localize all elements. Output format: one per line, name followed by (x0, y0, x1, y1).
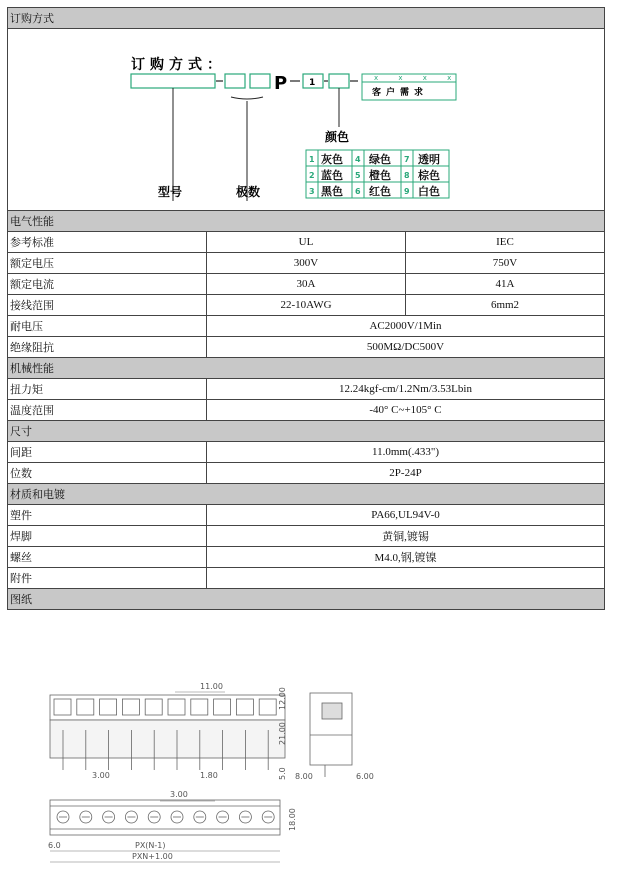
color-num: 9 (404, 187, 410, 196)
dim-180: 1.80 (200, 771, 218, 780)
terminal-cell (259, 699, 276, 715)
customer-requirement: 客户需求 (372, 88, 429, 98)
dim-pxn100: PXN+1.00 (132, 852, 173, 861)
label-color: 颜色 (325, 130, 350, 144)
label-poles: 极数 (236, 185, 261, 199)
dim-pitch-top: 11.00 (200, 682, 223, 691)
table-row (8, 379, 605, 400)
table-row (8, 400, 605, 421)
terminal-cell (54, 699, 71, 715)
row-label: 耐电压 (8, 316, 207, 337)
row-value: 41A (406, 274, 605, 295)
terminal-cell (122, 699, 139, 715)
pole-box-2 (250, 74, 270, 88)
section-size: 尺寸 (8, 421, 605, 442)
section-order: 订购方式 (8, 8, 605, 29)
table-row (8, 547, 605, 568)
color-num: 7 (404, 155, 410, 164)
bottom-view (50, 800, 280, 835)
dim-left-6: 6.0 (48, 841, 61, 850)
color-name: 棕色 (418, 169, 440, 182)
row-value: PA66,UL94V-0 (207, 505, 605, 526)
section-electrical: 电气性能 (8, 211, 605, 232)
color-num: 5 (355, 171, 361, 180)
label-model: 型号 (158, 185, 183, 199)
row-label: 附件 (8, 568, 207, 589)
terminal-cell (191, 699, 208, 715)
color-name: 蓝色 (321, 169, 343, 182)
section-drawing: 图纸 (8, 589, 605, 610)
dim-bottom-3: 3.00 (170, 790, 188, 799)
terminal-cell (77, 699, 94, 715)
color-name: 绿色 (369, 153, 391, 166)
terminal-cell (236, 699, 253, 715)
terminal-cell (168, 699, 185, 715)
p-letter: P (274, 73, 288, 94)
dim-side-8: 8.00 (295, 772, 313, 781)
spec-table (7, 7, 605, 610)
row-label: 接线范围 (8, 295, 207, 316)
dim-pxn1: PX(N-1) (135, 841, 166, 850)
dim-5: 5.0 (278, 767, 287, 780)
color-name: 白色 (418, 185, 440, 198)
row-value: 500MΩ/DC500V (207, 337, 605, 358)
row-value: 22-10AWG (207, 295, 406, 316)
terminal-cell (100, 699, 117, 715)
row-value: UL (207, 232, 406, 253)
color-box (329, 74, 349, 88)
order-title: 订购方式： (131, 57, 226, 73)
pole-box-1 (225, 74, 245, 88)
color-name: 黑色 (321, 185, 343, 198)
order-diagram (10, 29, 605, 207)
row-label: 间距 (8, 442, 207, 463)
table-row (8, 505, 605, 526)
row-value: 12.24kgf-cm/1.2Nm/3.53Lbin (207, 379, 605, 400)
color-name: 红色 (369, 185, 391, 198)
color-num: 4 (355, 155, 361, 164)
color-name: 灰色 (321, 153, 343, 166)
color-num: 6 (355, 187, 361, 196)
terminal-cell (214, 699, 231, 715)
row-value: 300V (207, 253, 406, 274)
row-label: 焊脚 (8, 526, 207, 547)
table-row (8, 253, 605, 274)
table-row (8, 274, 605, 295)
row-value: 黄铜,镀锡 (207, 526, 605, 547)
color-name: 橙色 (369, 169, 391, 182)
row-value: M4.0,钢,镀镍 (207, 547, 605, 568)
section-material: 材质和电镀 (8, 484, 605, 505)
table-row (8, 295, 605, 316)
color-num: 2 (309, 171, 315, 180)
row-label: 塑件 (8, 505, 207, 526)
color-num: 8 (404, 171, 410, 180)
row-label: 螺丝 (8, 547, 207, 568)
dim-3: 3.00 (92, 771, 110, 780)
row-label: 温度范围 (8, 400, 207, 421)
row-value (207, 568, 605, 589)
model-box (131, 74, 215, 88)
row-label: 扭力矩 (8, 379, 207, 400)
row-label: 位数 (8, 463, 207, 484)
number-box-text: 1 (309, 78, 316, 88)
color-num: 1 (309, 155, 315, 164)
row-value: 11.0mm(.433") (207, 442, 605, 463)
table-row (8, 463, 605, 484)
table-row (8, 442, 605, 463)
dim-12: 12.00 (278, 687, 287, 710)
table-row (8, 337, 605, 358)
dim-21: 21.00 (278, 722, 287, 745)
row-value: AC2000V/1Min (207, 316, 605, 337)
side-view (310, 693, 352, 777)
terminal-cell (145, 699, 162, 715)
row-value: IEC (406, 232, 605, 253)
customer-marks: x x x x (374, 74, 461, 82)
row-value: 2P-24P (207, 463, 605, 484)
order-diagram-cell (8, 29, 605, 211)
dim-side-6: 6.00 (356, 772, 374, 781)
color-name: 透明 (418, 153, 440, 166)
row-value: -40° C~+105° C (207, 400, 605, 421)
row-value: 30A (207, 274, 406, 295)
dim-bottom-18: 18.00 (288, 808, 297, 831)
color-num: 3 (309, 187, 315, 196)
table-row (8, 316, 605, 337)
front-view (50, 695, 285, 770)
table-row (8, 232, 605, 253)
row-value: 750V (406, 253, 605, 274)
row-label: 额定电压 (8, 253, 207, 274)
poles-brace (231, 97, 263, 99)
technical-drawing (40, 675, 400, 865)
table-row (8, 526, 605, 547)
row-value: 6mm2 (406, 295, 605, 316)
row-label: 额定电流 (8, 274, 207, 295)
row-label: 参考标准 (8, 232, 207, 253)
section-mechanical: 机械性能 (8, 358, 605, 379)
table-row (8, 568, 605, 589)
row-label: 绝缘阻抗 (8, 337, 207, 358)
